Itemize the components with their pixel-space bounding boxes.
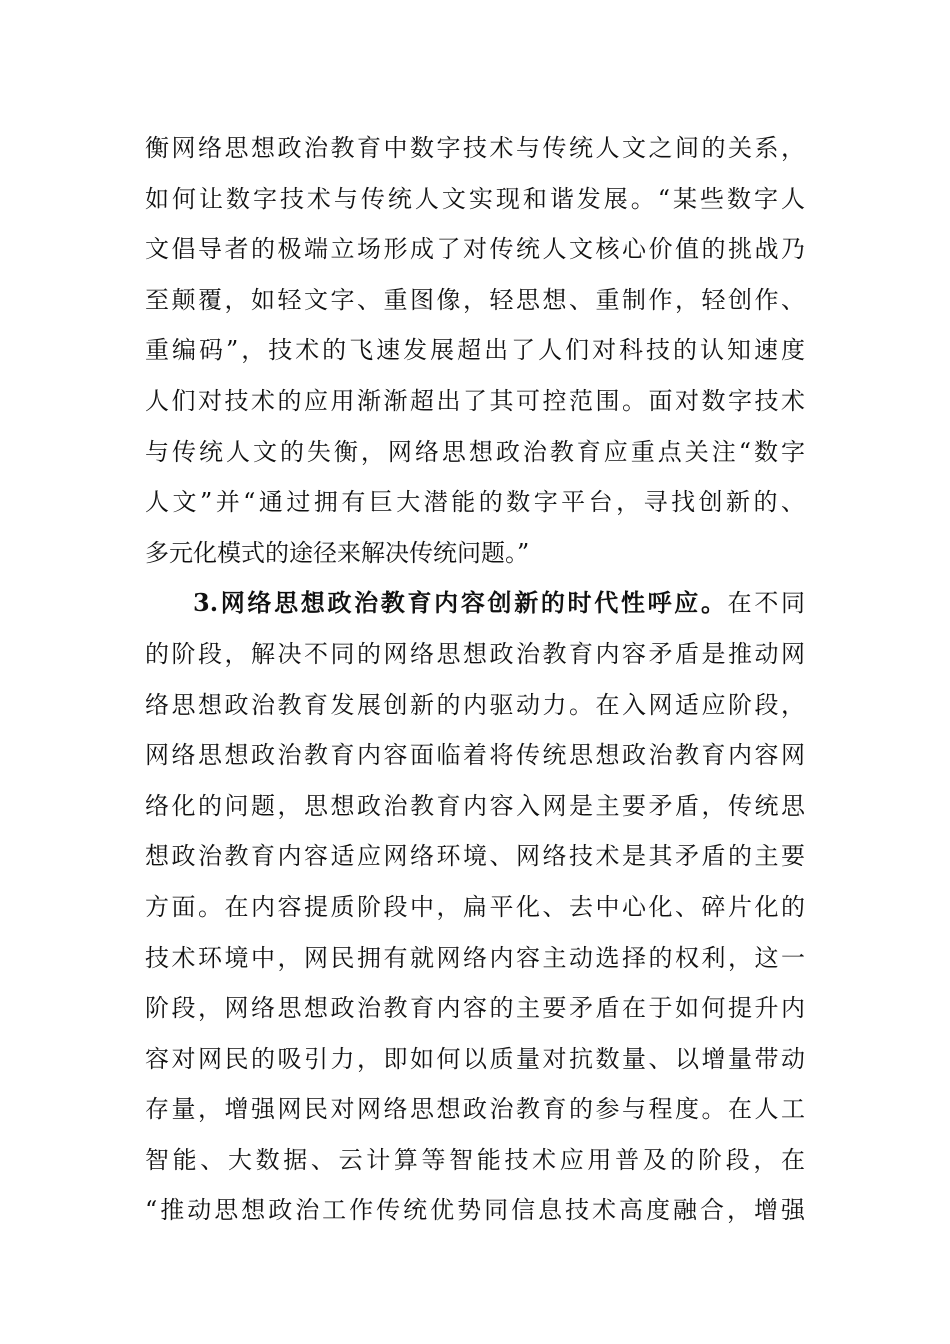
- text-line: 的阶段，解决不同的网络思想政治教育内容矛盾是推动网: [145, 639, 805, 668]
- section-heading-line: [145, 578, 805, 629]
- text-line: 想政治教育内容适应网络环境、网络技术是其矛盾的主要: [145, 842, 805, 871]
- text-line: 人们对技术的应用渐渐超出了其可控范围。面对数字技术: [145, 386, 805, 415]
- text-line: 如何让数字技术与传统人文实现和谐发展。“某些数字人: [145, 184, 805, 213]
- text-line: 多元化模式的途径来解决传统问题。”: [145, 538, 530, 567]
- text-line: 文倡导者的极端立场形成了对传统人文核心价值的挑战乃: [145, 235, 805, 264]
- text-line: 人文”并“通过拥有巨大潜能的数字平台，寻找创新的、: [145, 488, 805, 517]
- text-line: 至颠覆，如轻文字、重图像，轻思想、重制作，轻创作、: [145, 285, 805, 314]
- text-line: 络化的问题，思想政治教育内容入网是主要矛盾，传统思: [145, 791, 805, 820]
- text-line: “推动思想政治工作传统优势同信息技术高度融合，增强: [145, 1196, 805, 1225]
- body-text: [145, 123, 805, 1236]
- text-line: 技术环境中，网民拥有就网络内容主动选择的权利，这一: [145, 943, 805, 972]
- paragraph-1: [145, 123, 805, 578]
- text-line: 衡网络思想政治教育中数字技术与传统人文之间的关系，: [145, 134, 805, 162]
- text-line: 与传统人文的失衡，网络思想政治教育应重点关注“数字: [145, 437, 805, 466]
- text-line: 容对网民的吸引力，即如何以质量对抗数量、以增量带动: [145, 1044, 805, 1073]
- text-line: 智能、大数据、云计算等智能技术应用普及的阶段，在: [145, 1145, 805, 1174]
- text-line: 存量，增强网民对网络思想政治教育的参与程度。在人工: [145, 1095, 805, 1124]
- text-line: 重编码”，技术的飞速发展超出了人们对科技的认知速度: [145, 336, 805, 365]
- text-line: 方面。在内容提质阶段中，扁平化、去中心化、碎片化的: [145, 892, 805, 921]
- section-heading: 3.网络思想政治教育内容创新的时代性呼应。: [193, 588, 728, 618]
- text-line: 网络思想政治教育内容面临着将传统思想政治教育内容网: [145, 741, 805, 770]
- text-line: 络思想政治教育发展创新的内驱动力。在入网适应阶段，: [145, 690, 805, 719]
- text-line: 阶段，网络思想政治教育内容的主要矛盾在于如何提升内: [145, 994, 805, 1023]
- paragraph-2: [145, 578, 805, 1236]
- heading-line-text: 在不同: [727, 589, 805, 618]
